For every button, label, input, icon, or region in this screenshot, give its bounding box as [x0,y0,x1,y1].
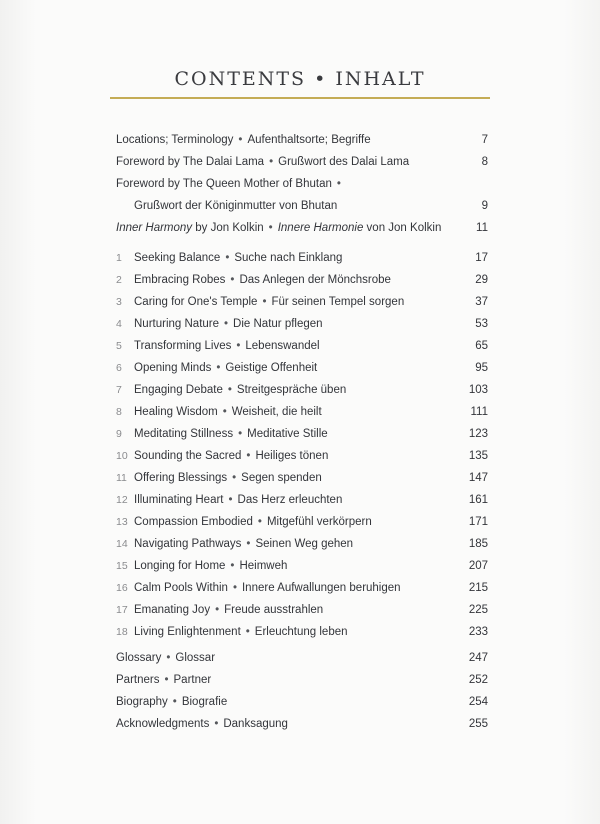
toc-entry-continuation [116,195,488,217]
toc-entry [116,151,488,173]
entry-title-en: Partners [116,674,160,686]
entry-title-en: Compassion Embodied [134,516,253,528]
toc-chapter-entry [116,533,488,555]
page-number: 161 [468,494,488,506]
entry-title-en: Offering Blessings [134,472,228,484]
chapter-number: 15 [116,560,128,572]
toc-chapter-entry [116,291,488,313]
entry-title-de: Biografie [181,696,228,708]
separator-dot: • [236,340,241,352]
entry-title-de-italic: Innere Harmonie [277,222,364,234]
entry-title-en: Nurturing Nature [134,318,220,330]
entry-title-en: Caring for One's Temple [134,296,258,308]
separator-dot: • [262,296,267,308]
toc-chapter-entry [116,313,488,335]
entry-title-en: Navigating Pathways [134,538,242,550]
page-number: 135 [468,450,488,462]
chapter-number: 17 [116,604,128,616]
entry-title-en: Glossary [116,652,162,664]
entry-title-en: Illuminating Heart [134,494,224,506]
entry-title-de: Glossar [175,652,216,664]
title-rule [110,97,490,99]
separator-dot: • [222,406,227,418]
toc-entry [116,669,488,691]
chapter-number: 16 [116,582,128,594]
chapter-number: 8 [116,406,122,418]
entry-title-en: Foreword by The Queen Mother of Bhutan [116,178,332,190]
entry-title-en: Longing for Home [134,560,226,572]
entry-title-en-italic: Inner Harmony [116,222,193,234]
separator-dot: • [232,582,237,594]
separator-dot: • [164,674,169,686]
chapter-number: 6 [116,362,122,374]
separator-dot: • [232,472,237,484]
entry-title-de: Heiliges tönen [255,450,329,462]
entry-title-en: Opening Minds [134,362,212,374]
chapter-number: 10 [116,450,128,462]
entry-title-en: Emanating Joy [134,604,211,616]
separator-dot: • [215,604,220,616]
page-number: 254 [468,696,488,708]
chapter-number: 18 [116,626,128,638]
page-number: 53 [475,318,488,330]
entry-title-en: Living Enlightenment [134,626,241,638]
entry-title-de: Seinen Weg gehen [255,538,354,550]
entry-title-de: Heimweh [239,560,288,572]
separator-dot: • [230,274,235,286]
entry-title-en: Healing Wisdom [134,406,218,418]
page-number: 147 [468,472,488,484]
entry-title-de: Lebenswandel [245,340,320,352]
entry-title-de: Geistige Offenheit [225,362,318,374]
toc-chapter-entry [116,357,488,379]
entry-title-de: Streitgespräche üben [236,384,347,396]
entry-title-de: von Jon Kolkin [363,222,442,234]
toc-entry [116,217,488,239]
page-number: 29 [475,274,488,286]
chapter-number: 1 [116,252,122,264]
separator-dot: • [336,178,341,190]
separator-dot: • [230,560,235,572]
toc-chapter-entry [116,511,488,533]
entry-title-de: Danksagung [223,718,288,730]
toc-chapter-entry [116,599,488,621]
entry-title-de: Meditative Stille [247,428,328,440]
entry-title-en: Meditating Stillness [134,428,234,440]
toc-back-matter [116,647,488,735]
page-number: 252 [468,674,488,686]
page-title: CONTENTS • INHALT [174,68,426,90]
chapter-number: 3 [116,296,122,308]
page-number: 215 [468,582,488,594]
page-number: 37 [475,296,488,308]
entry-title-de: Grußwort des Dalai Lama [278,156,410,168]
chapter-number: 12 [116,494,128,506]
page-number: 7 [481,134,488,146]
entry-title-de: Für seinen Tempel sorgen [271,296,405,308]
toc-entry [116,691,488,713]
toc-entry [116,713,488,735]
entry-title-de: Das Herz erleuchten [237,494,343,506]
chapter-number: 2 [116,274,122,286]
toc-chapter-entry [116,379,488,401]
chapter-number: 5 [116,340,122,352]
toc-chapter-entry [116,423,488,445]
toc-chapters [116,247,488,643]
page-number: 9 [481,200,488,212]
separator-dot: • [224,318,229,330]
separator-dot: • [238,428,243,440]
toc-chapter-entry [116,335,488,357]
separator-dot: • [245,626,250,638]
toc-chapter-entry [116,621,488,643]
separator-dot: • [225,252,230,264]
toc-chapter-entry [116,489,488,511]
entry-title-de: Das Anlegen der Mönchsrobe [239,274,391,286]
page-number: 8 [481,156,488,168]
entry-title-en: Seeking Balance [134,252,221,264]
chapter-number: 11 [116,472,127,484]
separator-dot: • [227,384,232,396]
entry-title-de: Die Natur pflegen [233,318,323,330]
toc-chapter-entry [116,401,488,423]
entry-title-en: Transforming Lives [134,340,232,352]
toc-chapter-entry [116,269,488,291]
chapter-number: 7 [116,384,122,396]
entry-title-de: Aufenthaltsorte; Begriffe [247,134,371,146]
toc-entry [116,173,488,195]
page-number: 111 [470,406,488,418]
toc-entry [116,129,488,151]
separator-dot: • [166,652,171,664]
toc-chapter-entry [116,445,488,467]
entry-title-de: Freude ausstrahlen [224,604,324,616]
separator-dot: • [214,718,219,730]
separator-dot: • [238,134,243,146]
entry-title-en: by Jon Kolkin [192,222,264,234]
entry-title-de: Segen spenden [241,472,322,484]
entry-title-de: Partner [173,674,212,686]
toc-chapter-entry [116,467,488,489]
page-number: 65 [475,340,488,352]
toc-chapter-entry [116,555,488,577]
separator-dot: • [228,494,233,506]
page-number: 95 [475,362,488,374]
entry-title-de: Innere Aufwallungen beruhigen [241,582,401,594]
entry-title-en: Foreword by The Dalai Lama [116,156,265,168]
chapter-number: 13 [116,516,128,528]
entry-title-en: Sounding the Sacred [134,450,242,462]
entry-title-de: Weisheit, die heilt [231,406,322,418]
entry-title-en: Acknowledgments [116,718,210,730]
toc-chapter-entry [116,247,488,269]
toc-front-matter [116,129,488,239]
entry-title-en: Embracing Robes [134,274,226,286]
page-number: 247 [468,652,488,664]
separator-dot: • [246,450,251,462]
separator-dot: • [268,222,273,234]
separator-dot: • [216,362,221,374]
toc-entry [116,647,488,669]
separator-dot: • [257,516,262,528]
entry-title-en: Engaging Debate [134,384,223,396]
chapter-number: 4 [116,318,122,330]
separator-dot: • [246,538,251,550]
separator-dot: • [172,696,177,708]
page-number: 123 [468,428,488,440]
entry-title-de: Erleuchtung leben [254,626,348,638]
separator-dot: • [269,156,274,168]
page-number: 17 [475,252,488,264]
chapter-number: 14 [116,538,128,550]
toc-chapter-entry [116,577,488,599]
entry-title-de: Mitgefühl verkörpern [266,516,372,528]
entry-title-de: Grußwort der Königinmutter von Bhutan [134,200,338,212]
entry-title-en: Calm Pools Within [134,582,228,594]
page-number: 233 [468,626,488,638]
page-number: 103 [468,384,488,396]
entry-title-en: Locations; Terminology [116,134,234,146]
chapter-number: 9 [116,428,122,440]
page-number: 207 [468,560,488,572]
entry-title-en: Biography [116,696,168,708]
page-number: 225 [468,604,488,616]
page-number: 255 [468,718,488,730]
entry-title-de: Suche nach Einklang [234,252,343,264]
page-number: 171 [468,516,488,528]
page-number: 11 [476,222,488,234]
page-number: 185 [468,538,488,550]
